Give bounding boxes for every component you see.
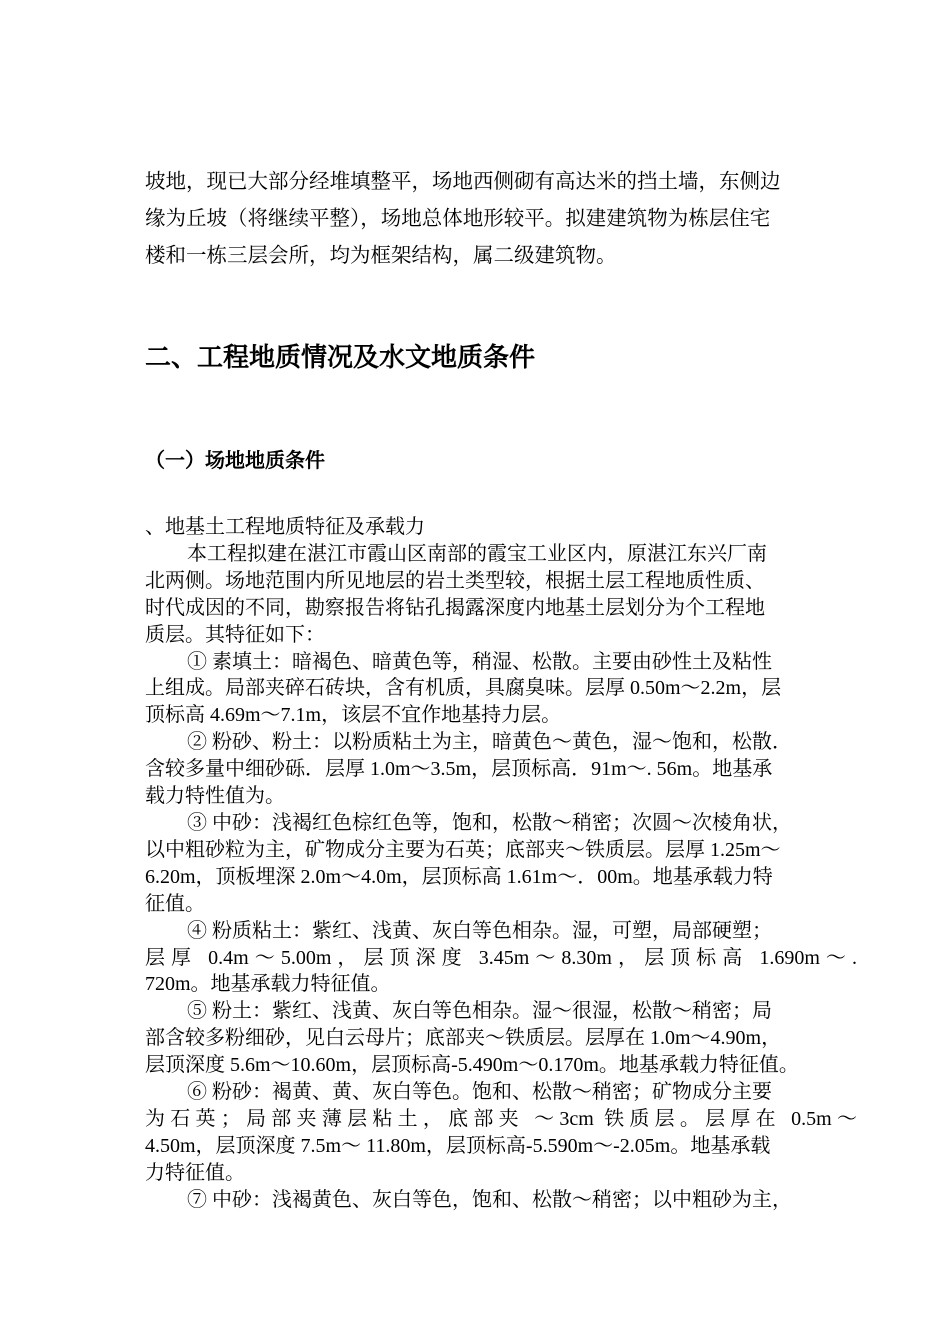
text-line: 层顶深度 5.6m～10.60m，层顶标高-5.490m～0.170m。地基承载力特征值。: [145, 1054, 799, 1077]
text-line: 本工程拟建在湛江市霞山区南部的霞宝工业区内，原湛江东兴厂南: [187, 542, 767, 565]
text-line: 720m。地基承载力特征值。: [145, 973, 391, 996]
section-heading: 二、工程地质情况及水文地质条件: [145, 343, 536, 373]
text-line: 缘为丘坡（将继续平整），场地总体地形较平。拟建建筑物为栋层住宅: [145, 208, 771, 230]
layer-3-text: ③ 中砂：浅褐红色棕红色等，饱和，松散～稍密；次圆～次棱角状，: [187, 811, 792, 834]
item-title: 、地基土工程地质特征及承载力: [145, 516, 425, 538]
text-line: 层厚 0.4m～5.00m，层顶深度 3.45m～8.30m，层顶标高 1.690m～.: [145, 946, 857, 969]
text-line: 含较多量中细砂砾．层厚 1.0m～3.5m，层顶标高．91m～. 56m。地基承: [145, 758, 773, 781]
text-line: 为石英；局部夹薄层粘土，底部夹 ～3cm 铁质层。层厚在 0.5m～: [145, 1107, 857, 1130]
body-text: [145, 514, 857, 1214]
text-line: 坡地，现已大部分经堆填整平，场地西侧砌有高达米的挡土墙，东侧边: [145, 171, 781, 193]
layer-7-text: ⑦ 中砂：浅褐黄色、灰白等色，饱和、松散～稍密；以中粗砂为主，: [187, 1188, 792, 1211]
layer-4-text: ④ 粉质粘土：紫红、浅黄、灰白等色相杂。湿，可塑，局部硬塑；: [187, 919, 772, 942]
text-line: 部含较多粉细砂，见白云母片；底部夹～铁质层。层厚在 1.0m～4.90m，: [145, 1027, 782, 1050]
text-line: 力特征值。: [145, 1161, 245, 1184]
text-line: 楼和一栋三层会所，均为框架结构，属二级建筑物。: [145, 245, 617, 267]
layer-2-text: ② 粉砂、粉土：以粉质粘土为主，暗黄色～黄色，湿～饱和，松散．: [187, 731, 792, 754]
layer-1-text: ① 素填土：暗褐色、暗黄色等，稍湿、松散。主要由砂性土及粘性: [187, 650, 772, 673]
text-line: 征值。: [145, 892, 205, 915]
text-line: 北两侧。场地范围内所见地层的岩土类型较，根据土层工程地质性质、: [145, 569, 765, 592]
layer-6-text: ⑥ 粉砂：褐黄、黄、灰白等色。饱和、松散～稍密；矿物成分主要: [187, 1081, 772, 1104]
text-line: 顶标高 4.69m～7.1m，该层不宜作地基持力层。: [145, 704, 562, 727]
text-line: 时代成因的不同，勘察报告将钻孔揭露深度内地基土层划分为个工程地: [145, 596, 765, 619]
subsection-heading: （一）场地地质条件: [145, 448, 325, 472]
text-line: 载力特性值为。: [145, 785, 285, 808]
intro-paragraph: [145, 164, 857, 275]
text-line: 上组成。局部夹碎石砖块，含有机质，具腐臭味。层厚 0.50m～2.2m，层: [145, 677, 782, 700]
text-line: 质层。其特征如下：: [145, 623, 325, 646]
text-line: 6.20m，顶板埋深 2.0m～4.0m，层顶标高 1.61m～．00m。地基承载力特: [145, 865, 773, 888]
text-line: 4.50m，层顶深度 7.5m～ 11.80m，层顶标高-5.590m～-2.05m。地基承载: [145, 1134, 771, 1157]
text-line: 以中粗砂粒为主，矿物成分主要为石英；底部夹～铁质层。层厚 1.25m～: [145, 838, 781, 861]
layer-5-text: ⑤ 粉土：紫红、浅黄、灰白等色相杂。湿～很湿，松散～稍密；局: [187, 1000, 772, 1023]
